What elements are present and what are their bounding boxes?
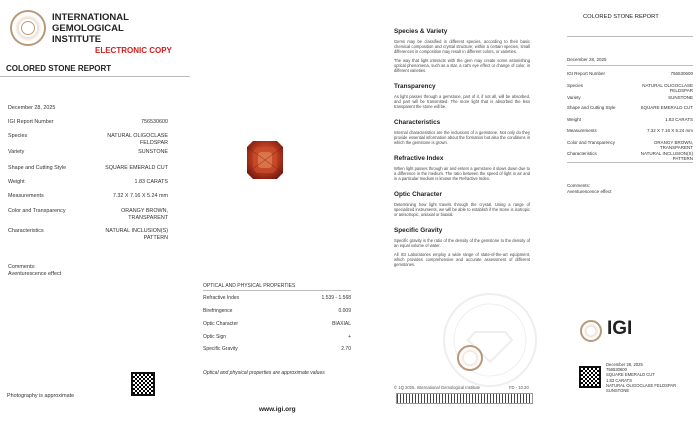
right-detail-value: ORANGY BROWN, TRANSPARENT — [653, 140, 693, 150]
optical-note-text: Optical and physical properties are approximate values — [203, 370, 325, 376]
right-report-date — [567, 57, 693, 62]
right-qr-code-icon[interactable] — [579, 366, 601, 388]
right-detail-label: Shape and Cutting Style — [567, 105, 616, 110]
website-link[interactable]: www.igi.org — [259, 406, 296, 413]
right-comments-value-text: Aventurescence effect — [567, 189, 612, 194]
optical-value: 1.539 - 1.568 — [321, 295, 351, 301]
detail-value: 756530600 — [141, 119, 168, 125]
photo-note-text: Photography is approximate — [7, 393, 75, 399]
optical-value: + — [348, 334, 351, 340]
right-comments-label-text: Comments: — [567, 183, 591, 188]
igi-seal-icon — [457, 345, 483, 371]
card-line: SUNSTONE — [606, 388, 630, 394]
card-line: 756530600 — [606, 367, 627, 373]
igi-logo-seal-icon — [580, 320, 602, 342]
qr-code-icon[interactable] — [131, 372, 155, 396]
copyright: © 1Q 2025, International Gemological Institute — [394, 385, 480, 390]
report-title: COLORED STONE REPORT — [6, 64, 112, 73]
card-line: NATURAL OLIGOCLASE FELDSPAR — [606, 382, 677, 388]
org-line-2: GEMOLOGICAL — [52, 23, 124, 34]
optical-row — [203, 334, 351, 340]
detail-label: Measurements — [8, 193, 44, 199]
report-date-value: December 28, 2025 — [8, 105, 56, 111]
optical-label: Optic Sign — [203, 334, 227, 340]
electronic-copy-label: ELECTRONIC COPY — [95, 46, 172, 55]
optical-title-text: OPTICAL AND PHYSICAL PROPERTIES — [203, 283, 296, 289]
org-line-1: INTERNATIONAL — [52, 12, 129, 23]
right-detail-label: Measurements — [567, 128, 597, 133]
optical-row — [203, 346, 351, 352]
section-paragraph: As light passes through a gemstone, part of it, if not all, will be absorbed, and part will be transmitted. The more light that is absorbed the less transparent the stone will be. — [394, 94, 530, 109]
right-report-title: COLORED STONE REPORT — [583, 14, 659, 20]
right-detail-row — [567, 140, 693, 150]
right-detail-label: Species — [567, 83, 584, 88]
right-detail-value: NATURAL INCLUSION(S) PATTERN — [640, 151, 693, 161]
optical-label: Specific Gravity — [203, 346, 238, 352]
right-comments-label — [567, 183, 693, 188]
right-detail-row — [567, 117, 693, 122]
detail-value: SQUARE EMERALD CUT — [105, 165, 168, 171]
right-detail-value: 7.32 X 7.16 X 5.24 mm — [646, 128, 693, 133]
optical-label: Optic Character — [203, 321, 239, 327]
section-paragraph: When light passes through air and enters a gemstone it slows down due to a difference in the medium. The ratio between the speed of light in air and in a particular medium is known the Refractive Index. — [394, 166, 530, 181]
card-line: 1.83 CARATS — [606, 377, 632, 383]
section-heading: Optic Character — [394, 191, 442, 198]
section-paragraph: Internal characteristics are the inclusions of a gemstone. Not only do they provide essential information about the formation but also the conditions in which the gemstone is grown. — [394, 130, 530, 145]
igi-logo: IGI — [607, 318, 633, 339]
optical-label: Birefringence — [203, 308, 233, 314]
right-detail-label: Variety — [567, 95, 581, 100]
right-detail-label: IGI Report Number — [567, 71, 606, 76]
detail-value: NATURAL INCLUSION(S) PATTERN — [105, 228, 168, 241]
detail-value: SUNSTONE — [138, 149, 168, 155]
optical-label: Refractive Index — [203, 295, 240, 301]
right-detail-value: 1.83 CARATS — [665, 117, 693, 122]
info-sections — [394, 25, 530, 274]
section-paragraph: The way that light interacts with the gem may create some astonishing optical phenomena, such as a star, a cat's eye effect or change of color, in different varieties. — [394, 58, 530, 73]
optical-row — [203, 321, 351, 327]
right-comments-value — [567, 189, 693, 194]
right-report-date-value: December 28, 2025 — [567, 57, 607, 62]
section-heading: Characteristics — [394, 119, 441, 126]
section-paragraph: All IGI Laboratories employ a wide range of state-of-the-art equipment, which provides comprehensive and accurate assessment of different gemstones. — [394, 252, 530, 267]
optical-row — [203, 308, 351, 314]
barcode-strip — [396, 393, 533, 404]
right-detail-row — [567, 151, 693, 161]
card-summary — [606, 362, 696, 393]
card-lines — [606, 367, 696, 393]
right-detail-label: Weight — [567, 117, 581, 122]
optical-value: 0.009 — [338, 308, 351, 314]
section-paragraph: Determining how light travels through the crystal. Using a range of specialized instruments, we will be able to establish if the stone is isotropic or anisotropic, uniaxial or biaxial. — [394, 202, 530, 217]
detail-value: 7.32 X 7.16 X 5.24 mm — [112, 193, 168, 199]
section-heading: Transparency — [394, 83, 436, 90]
optical-title — [203, 283, 351, 289]
optical-row — [203, 295, 351, 301]
detail-value: 1.83 CARATS — [134, 179, 168, 185]
section-paragraph: Gems may be classified in different species, according to their basic chemical composition and crystal structure; within a certain species, small differences in composition may result in different colors, or varieties. — [394, 39, 530, 54]
optical-value: 2.70 — [341, 346, 351, 352]
organization-name — [52, 12, 142, 45]
watermark-seal-icon — [440, 290, 540, 390]
section-heading: Refractive Index — [394, 155, 444, 162]
org-line-3: INSTITUTE — [52, 34, 102, 45]
divider — [203, 290, 351, 291]
card-date: December 28, 2025 — [606, 362, 643, 367]
detail-label: Shape and Cutting Style — [8, 165, 67, 171]
right-detail-label: Characteristics — [567, 151, 597, 156]
right-detail-row — [567, 95, 693, 100]
right-detail-value: NATURAL OLIGOCLASE FELDSPAR — [642, 83, 693, 93]
igi-seal-icon — [10, 10, 46, 46]
section-paragraph: Specific gravity is the ratio of the density of the gemstone to the density of an equal volume of water. — [394, 238, 530, 248]
comments-value-text: Aventurescence effect — [8, 271, 62, 277]
section-heading: Species & Variety — [394, 28, 448, 35]
divider — [0, 76, 190, 77]
right-detail-row — [567, 128, 693, 133]
divider — [567, 36, 693, 37]
card-line: SQUARE EMERALD CUT — [606, 372, 655, 378]
detail-label: Color and Transparency — [8, 208, 66, 214]
gemstone-image — [247, 141, 283, 179]
optical-value: BIAXIAL — [332, 321, 351, 327]
detail-value: NATURAL OLIGOCLASE FELDSPAR — [107, 133, 168, 146]
right-detail-row — [567, 83, 693, 93]
divider — [567, 162, 693, 163]
detail-value: ORANGY BROWN, TRANSPARENT — [121, 208, 168, 221]
right-detail-value: 756530600 — [670, 71, 693, 76]
right-detail-label: Color and Transparency — [567, 140, 616, 145]
right-detail-value: SUNSTONE — [668, 95, 693, 100]
detail-label: Weight — [8, 179, 25, 185]
form-code: FD - 10.20 — [509, 385, 529, 390]
comments-label-text: Comments: — [8, 264, 36, 270]
detail-label: Characteristics — [8, 228, 44, 234]
right-detail-value: SQUARE EMERALD CUT — [640, 105, 693, 110]
optical-note — [203, 370, 351, 376]
detail-label: IGI Report Number — [8, 119, 54, 125]
right-detail-row — [567, 105, 693, 110]
detail-label: Variety — [8, 149, 25, 155]
divider — [567, 65, 693, 66]
right-detail-row — [567, 71, 693, 76]
section-heading: Specific Gravity — [394, 227, 443, 234]
detail-label: Species — [8, 133, 28, 139]
